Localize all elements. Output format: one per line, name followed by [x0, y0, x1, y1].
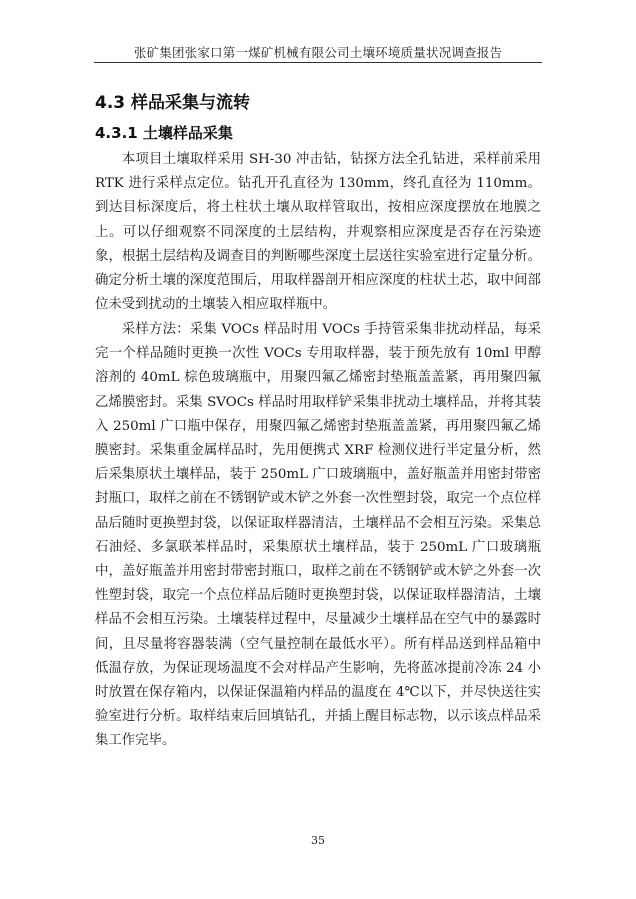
page-number: 35 [311, 834, 325, 847]
section-heading: 4.3 样品采集与流转 [95, 93, 251, 113]
header-divider [94, 62, 542, 63]
running-header: 张矿集团张家口第一煤矿机械有限公司土壤环境质量状况调查报告 [133, 45, 503, 60]
body-paragraph-sampling-method: 采样方法：采集 VOCs 样品时用 VOCs 手持管采集非扰动样品，每采完一个样品随时更换一次性 VOCs 专用取样器，装于预先放有 10ml 甲醇溶剂的 40mL 棕色玻璃瓶中，用聚四氟乙烯密封垫瓶盖盖紧，再用聚四氟乙烯膜密封。采集 SVOCs 样品时用取样铲采集非扰动土壤样品，并将其装入 250ml 广口瓶中保存，用聚四氟乙烯密封垫瓶盖盖紧，再用聚四氟乙烯膜密封。采集重金属样品时，先用便携式 XRF 检测仪进行半定量分析，然后采集原状土壤样品，装于 250mL 广口玻璃瓶中，盖好瓶盖并用密封带密封瓶口，取样之前在不锈钢铲或木铲之外套一次性塑封袋，取完一个点位样品后随时更换塑封袋，以保证取样器清洁，土壤样品不会相互污染。采集总石油烃、多氯联苯样品时，采集原状土壤样品，装于 250mL 广口玻璃瓶中，盖好瓶盖并用密封带密封瓶口，取样之前在不锈钢铲或木铲之外套一次性塑封袋，取完一个点位样品后随时更换塑封袋，以保证取样器清洁，土壤样品不会相互污染。土壤装样过程中，尽量减少土壤样品在空气中的暴露时间，且尽量将容器装满（空气量控制在最低水平）。所有样品送到样品箱中低温存放，为保证现场温度不会对样品产生影响，先将蓝冰提前冷冻 24 小时放置在保存箱内，以保证保温箱内样品的温度在 4℃以下，并尽快送往实验室进行分析。取样结束后回填钻孔，并插上醒目标志物，以示该点样品采集工作完毕。 [95, 322, 541, 749]
subsection-heading: 4.3.1 土壤样品采集 [95, 124, 233, 142]
body-paragraph-sampling-procedure: 本项目土壤取样采用 SH-30 冲击钻，钻探方法全孔钻进，采样前采用 RTK 进行采样点定位。钻孔开孔直径为 130mm，终孔直径为 110mm。到达目标深度后，将土柱状土壤从取样管取出，按相应深度摆放在地膜之上。可以仔细观察不同深度的土层结构，并观察相应深度是否存在污染迹象，根据土层结构及调查目的判断哪些深度土层送往实验室进行定量分析。确定分析土壤的深度范围后，用取样器剖开相应深度的柱状土芯，取中间部位未受到扰动的土壤装入相应取样瓶中。 [95, 152, 541, 313]
